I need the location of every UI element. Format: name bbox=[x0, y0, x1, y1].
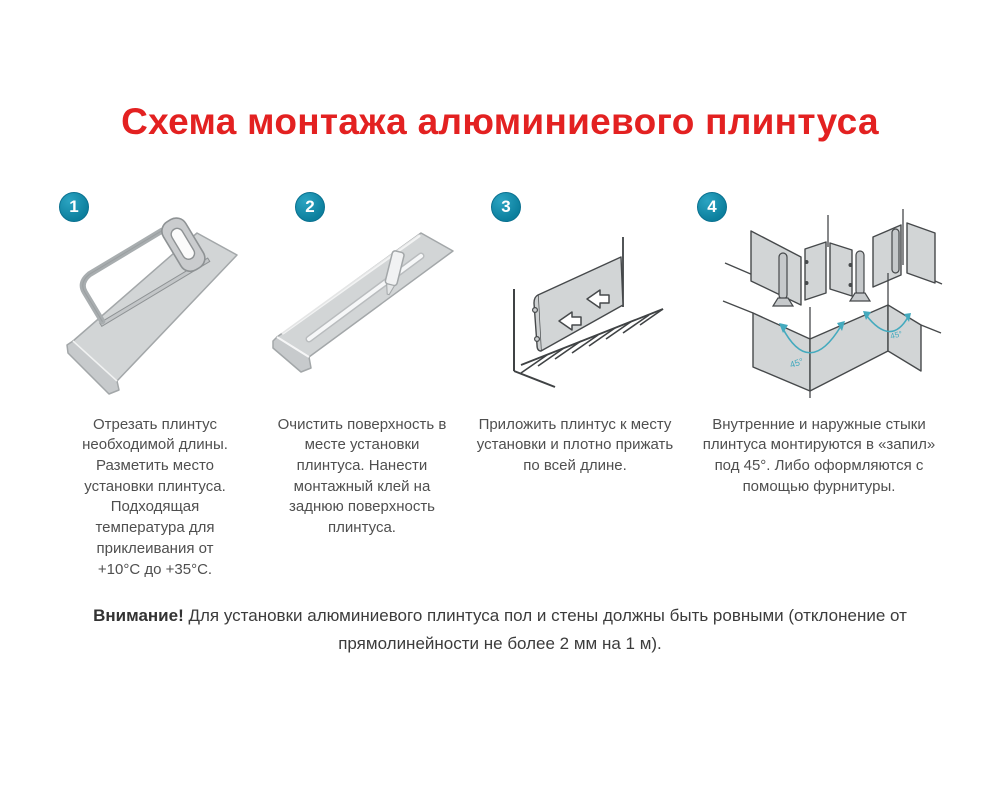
step-3-number-badge: 3 bbox=[491, 192, 521, 222]
step-2-drawing bbox=[269, 189, 455, 401]
step-3-caption: Приложить плинтус к месту установки и плотно прижать по всей длине. bbox=[476, 415, 674, 475]
step-1-drawing bbox=[57, 189, 253, 401]
warning-note bbox=[72, 602, 928, 657]
glue-on-plinth-back-illustration bbox=[269, 189, 455, 401]
step-2-number-badge: 2 bbox=[295, 192, 325, 222]
angle-label-outer-corner: 45° bbox=[889, 328, 904, 341]
angle-label-inner-corner: 45° bbox=[788, 355, 805, 370]
step-column-4 bbox=[695, 189, 943, 498]
page-title: Схема монтажа алюминиевого плинтуса bbox=[121, 101, 879, 142]
corner-fittings-top bbox=[725, 209, 942, 306]
step-4-caption: Внутренние и наружные стыки плинтуса монтируются в «запил» под 45°. Либо оформляются с помощью фурнитуры. bbox=[702, 415, 936, 495]
step-column-3 bbox=[471, 189, 679, 477]
step-1-caption: Отрезать плинтус необходимой длины. Разметить место установки плинтуса. Подходящая температура для приклеивания от +10°С до +35°С. bbox=[82, 415, 228, 578]
warning-text: Для установки алюминиевого плинтуса пол и стены должны быть ровными (отклонение от прямолинейности не более 2 мм на 1 м). bbox=[188, 606, 907, 653]
step-4-drawing bbox=[695, 189, 943, 401]
steps-row bbox=[57, 189, 943, 581]
hacksaw-cutting-plinth-illustration bbox=[57, 189, 253, 401]
step-2-caption: Очистить поверхность в месте установки плинтуса. Нанести монтажный клей на заднюю поверхность плинтуса. bbox=[277, 415, 447, 537]
step-4-number-badge: 4 bbox=[697, 192, 727, 222]
step-column-1 bbox=[57, 189, 253, 581]
warning-label: Внимание! bbox=[93, 606, 184, 626]
step-column-2 bbox=[269, 189, 455, 539]
corner-joints-45deg-illustration bbox=[695, 189, 943, 401]
corner-run-bottom bbox=[723, 273, 941, 398]
step-1-number-badge: 1 bbox=[59, 192, 89, 222]
